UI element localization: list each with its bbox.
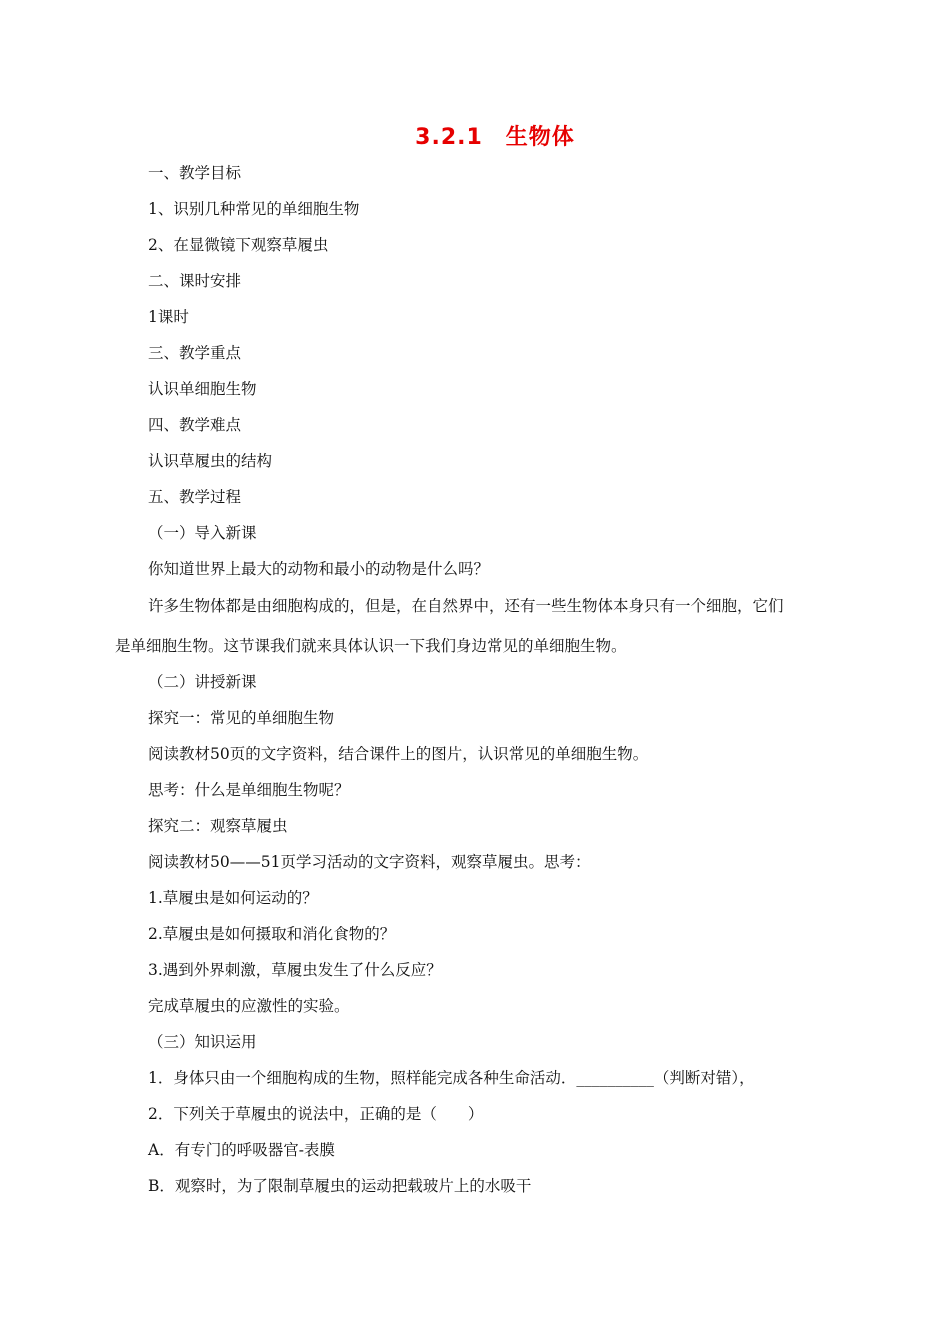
section-heading-process: 五、教学过程 [148, 488, 242, 506]
subsection-application: （三）知识运用 [148, 1033, 257, 1051]
inquiry-one-heading: 探究一：常见的单细胞生物 [148, 709, 335, 727]
key-points-text: 认识单细胞生物 [148, 380, 257, 398]
section-heading-difficulties: 四、教学难点 [148, 416, 242, 434]
inquiry-two-heading: 探究二：观察草履虫 [148, 817, 288, 835]
subsection-teaching: （二）讲授新课 [148, 673, 257, 691]
exercise-2: 2．下列关于草履虫的说法中，正确的是（ ） [148, 1105, 484, 1123]
section-heading-objectives: 一、教学目标 [148, 164, 242, 182]
section-heading-key-points: 三、教学重点 [148, 344, 242, 362]
question-1: 1.草履虫是如何运动的？ [148, 889, 318, 907]
experiment-text: 完成草履虫的应激性的实验。 [148, 997, 350, 1015]
exercise-1: 1．身体只由一个细胞构成的生物，照样能完成各种生命活动．__________（判断对错）， [148, 1069, 755, 1087]
inquiry-two-reading: 阅读教材50——51页学习活动的文字资料，观察草履虫。思考： [148, 853, 591, 871]
objective-item-2: 2、在显微镜下观察草履虫 [148, 236, 329, 254]
exercise-2-option-a: A．有专门的呼吸器官-表膜 [148, 1141, 335, 1159]
difficulties-text: 认识草履虫的结构 [148, 452, 273, 470]
intro-question: 你知道世界上最大的动物和最小的动物是什么吗？ [148, 560, 490, 578]
inquiry-one-question: 思考：什么是单细胞生物呢？ [148, 781, 350, 799]
inquiry-one-reading: 阅读教材50页的文字资料，结合课件上的图片，认识常见的单细胞生物。 [148, 745, 649, 763]
question-2: 2.草履虫是如何摄取和消化食物的？ [148, 925, 396, 943]
intro-paragraph-line-1: 许多生物体都是由细胞构成的，但是，在自然界中，还有一些生物体本身只有一个细胞，它们 [148, 597, 784, 615]
subsection-intro: （一）导入新课 [148, 524, 257, 542]
objective-item-1: 1、识别几种常见的单细胞生物 [148, 200, 360, 218]
section-heading-schedule: 二、课时安排 [148, 272, 242, 290]
intro-paragraph-line-2: 是单细胞生物。这节课我们就来具体认识一下我们身边常见的单细胞生物。 [115, 637, 627, 655]
exercise-2-option-b: B．观察时，为了限制草履虫的运动把载玻片上的水吸干 [148, 1177, 532, 1195]
question-3: 3.遇到外界刺激，草履虫发生了什么反应？ [148, 961, 442, 979]
schedule-text: 1课时 [148, 308, 189, 326]
document-title: 3.2.1 生物体 [415, 125, 575, 150]
